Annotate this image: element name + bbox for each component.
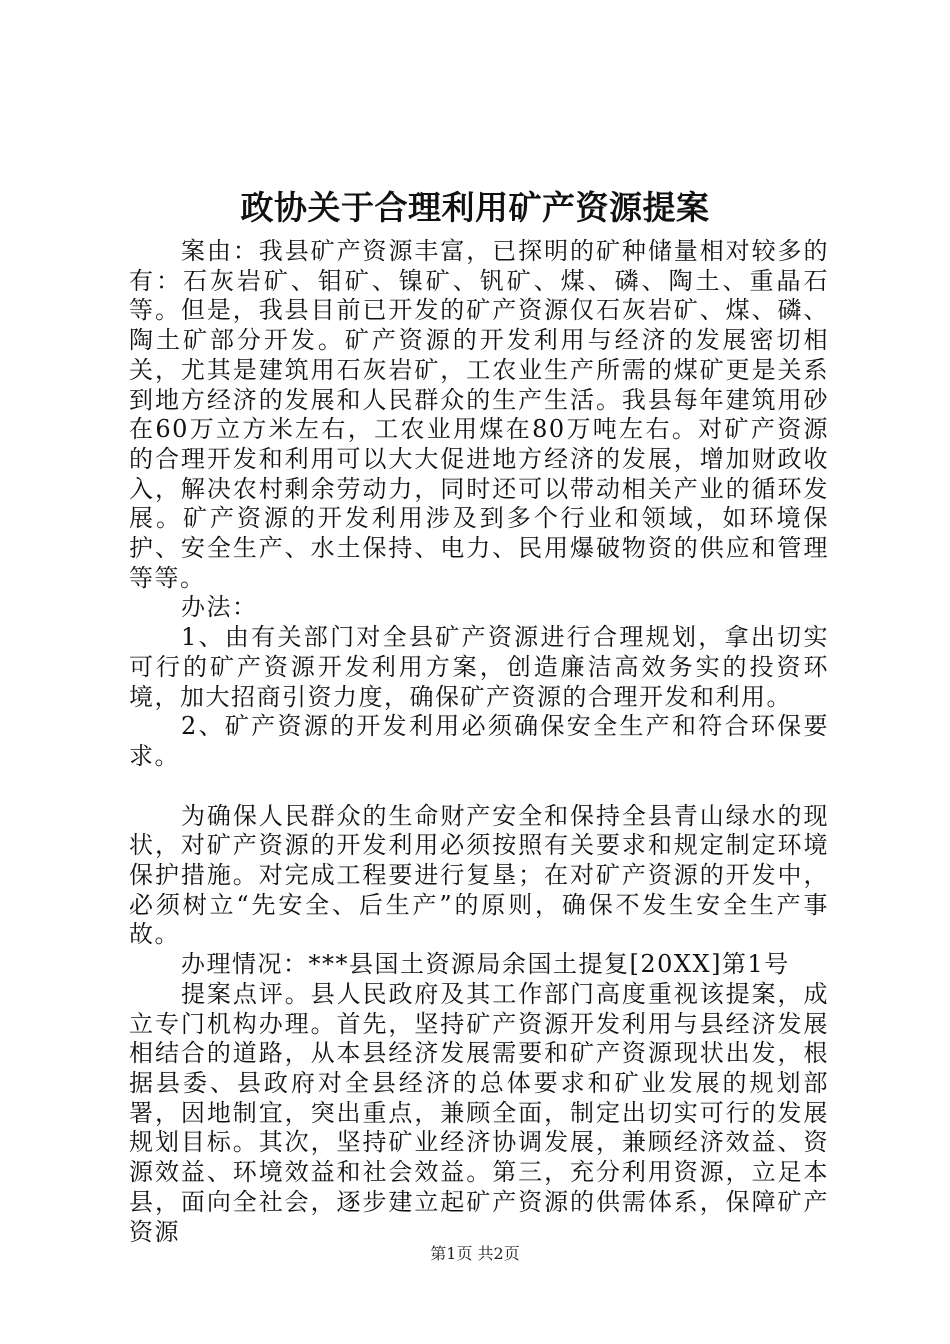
paragraph-method-heading: 办法： xyxy=(181,593,258,622)
paragraph-method-1: 1、由有关部门对全县矿产资源进行合理规划，拿出切实可行的矿产资源开发利用方案，创造廉洁高效务实的投资环境，加大招商引资力度，确保矿产资源的合理开发和利用。 xyxy=(129,623,829,711)
paragraph-safety: 为确保人民群众的生命财产安全和保持全县青山绿水的现状，对矿产资源的开发利用必须按照有关要求和规定制定环境保护措施。对完成工程要进行复垦；在对矿产资源的开发中，必须树立“先安全、后生产”的原则，确保不发生安全生产事故。 xyxy=(129,801,829,949)
paragraph-review: 提案点评。县人民政府及其工作部门高度重视该提案，成立专门机构办理。首先，坚持矿产资源开发利用与县经济发展相结合的道路，从本县经济发展需要和矿产资源现状出发，根据县委、县政府对全县经济的总体要求和矿业发展的规划部署，因地制宜，突出重点，兼顾全面，制定出切实可行的发展规划目标。其次，坚持矿业经济协调发展，兼顾经济效益、资源效益、环境效益和社会效益。第三，充分利用资源，立足本县，面向全社会，逐步建立起矿产资源的供需体系，保障矿产资源 xyxy=(129,979,829,1246)
document-body xyxy=(129,237,829,1247)
page-number-footer: 第1页 共2页 xyxy=(430,1244,520,1263)
paragraph-case-reason: 案由：我县矿产资源丰富，已探明的矿种储量相对较多的有：石灰岩矿、钼矿、镍矿、钒矿、煤、磷、陶土、重晶石等。但是，我县目前已开发的矿产资源仅石灰岩矿、煤、磷、陶土矿部分开发。矿产资源的开发利用与经济的发展密切相关，尤其是建筑用石灰岩矿，工农业生产所需的煤矿更是关系到地方经济的发展和人民群众的生产生活。我县每年建筑用砂在60万立方米左右，工农业用煤在80万吨左右。对矿产资源的合理开发和利用可以大大促进地方经济的发展，增加财政收入，解决农村剩余劳动力，同时还可以带动相关产业的循环发展。矿产资源的开发利用涉及到多个行业和领域，如环境保护、安全生产、水土保持、电力、民用爆破物资的供应和管理等等。 xyxy=(129,237,829,592)
document-title: 政协关于合理利用矿产资源提案 xyxy=(240,188,710,227)
paragraph-method-2: 2、矿产资源的开发利用必须确保安全生产和符合环保要求。 xyxy=(129,712,829,770)
paragraph-handling: 办理情况：***县国土资源局余国土提复[20XX]第1号 xyxy=(181,950,790,979)
